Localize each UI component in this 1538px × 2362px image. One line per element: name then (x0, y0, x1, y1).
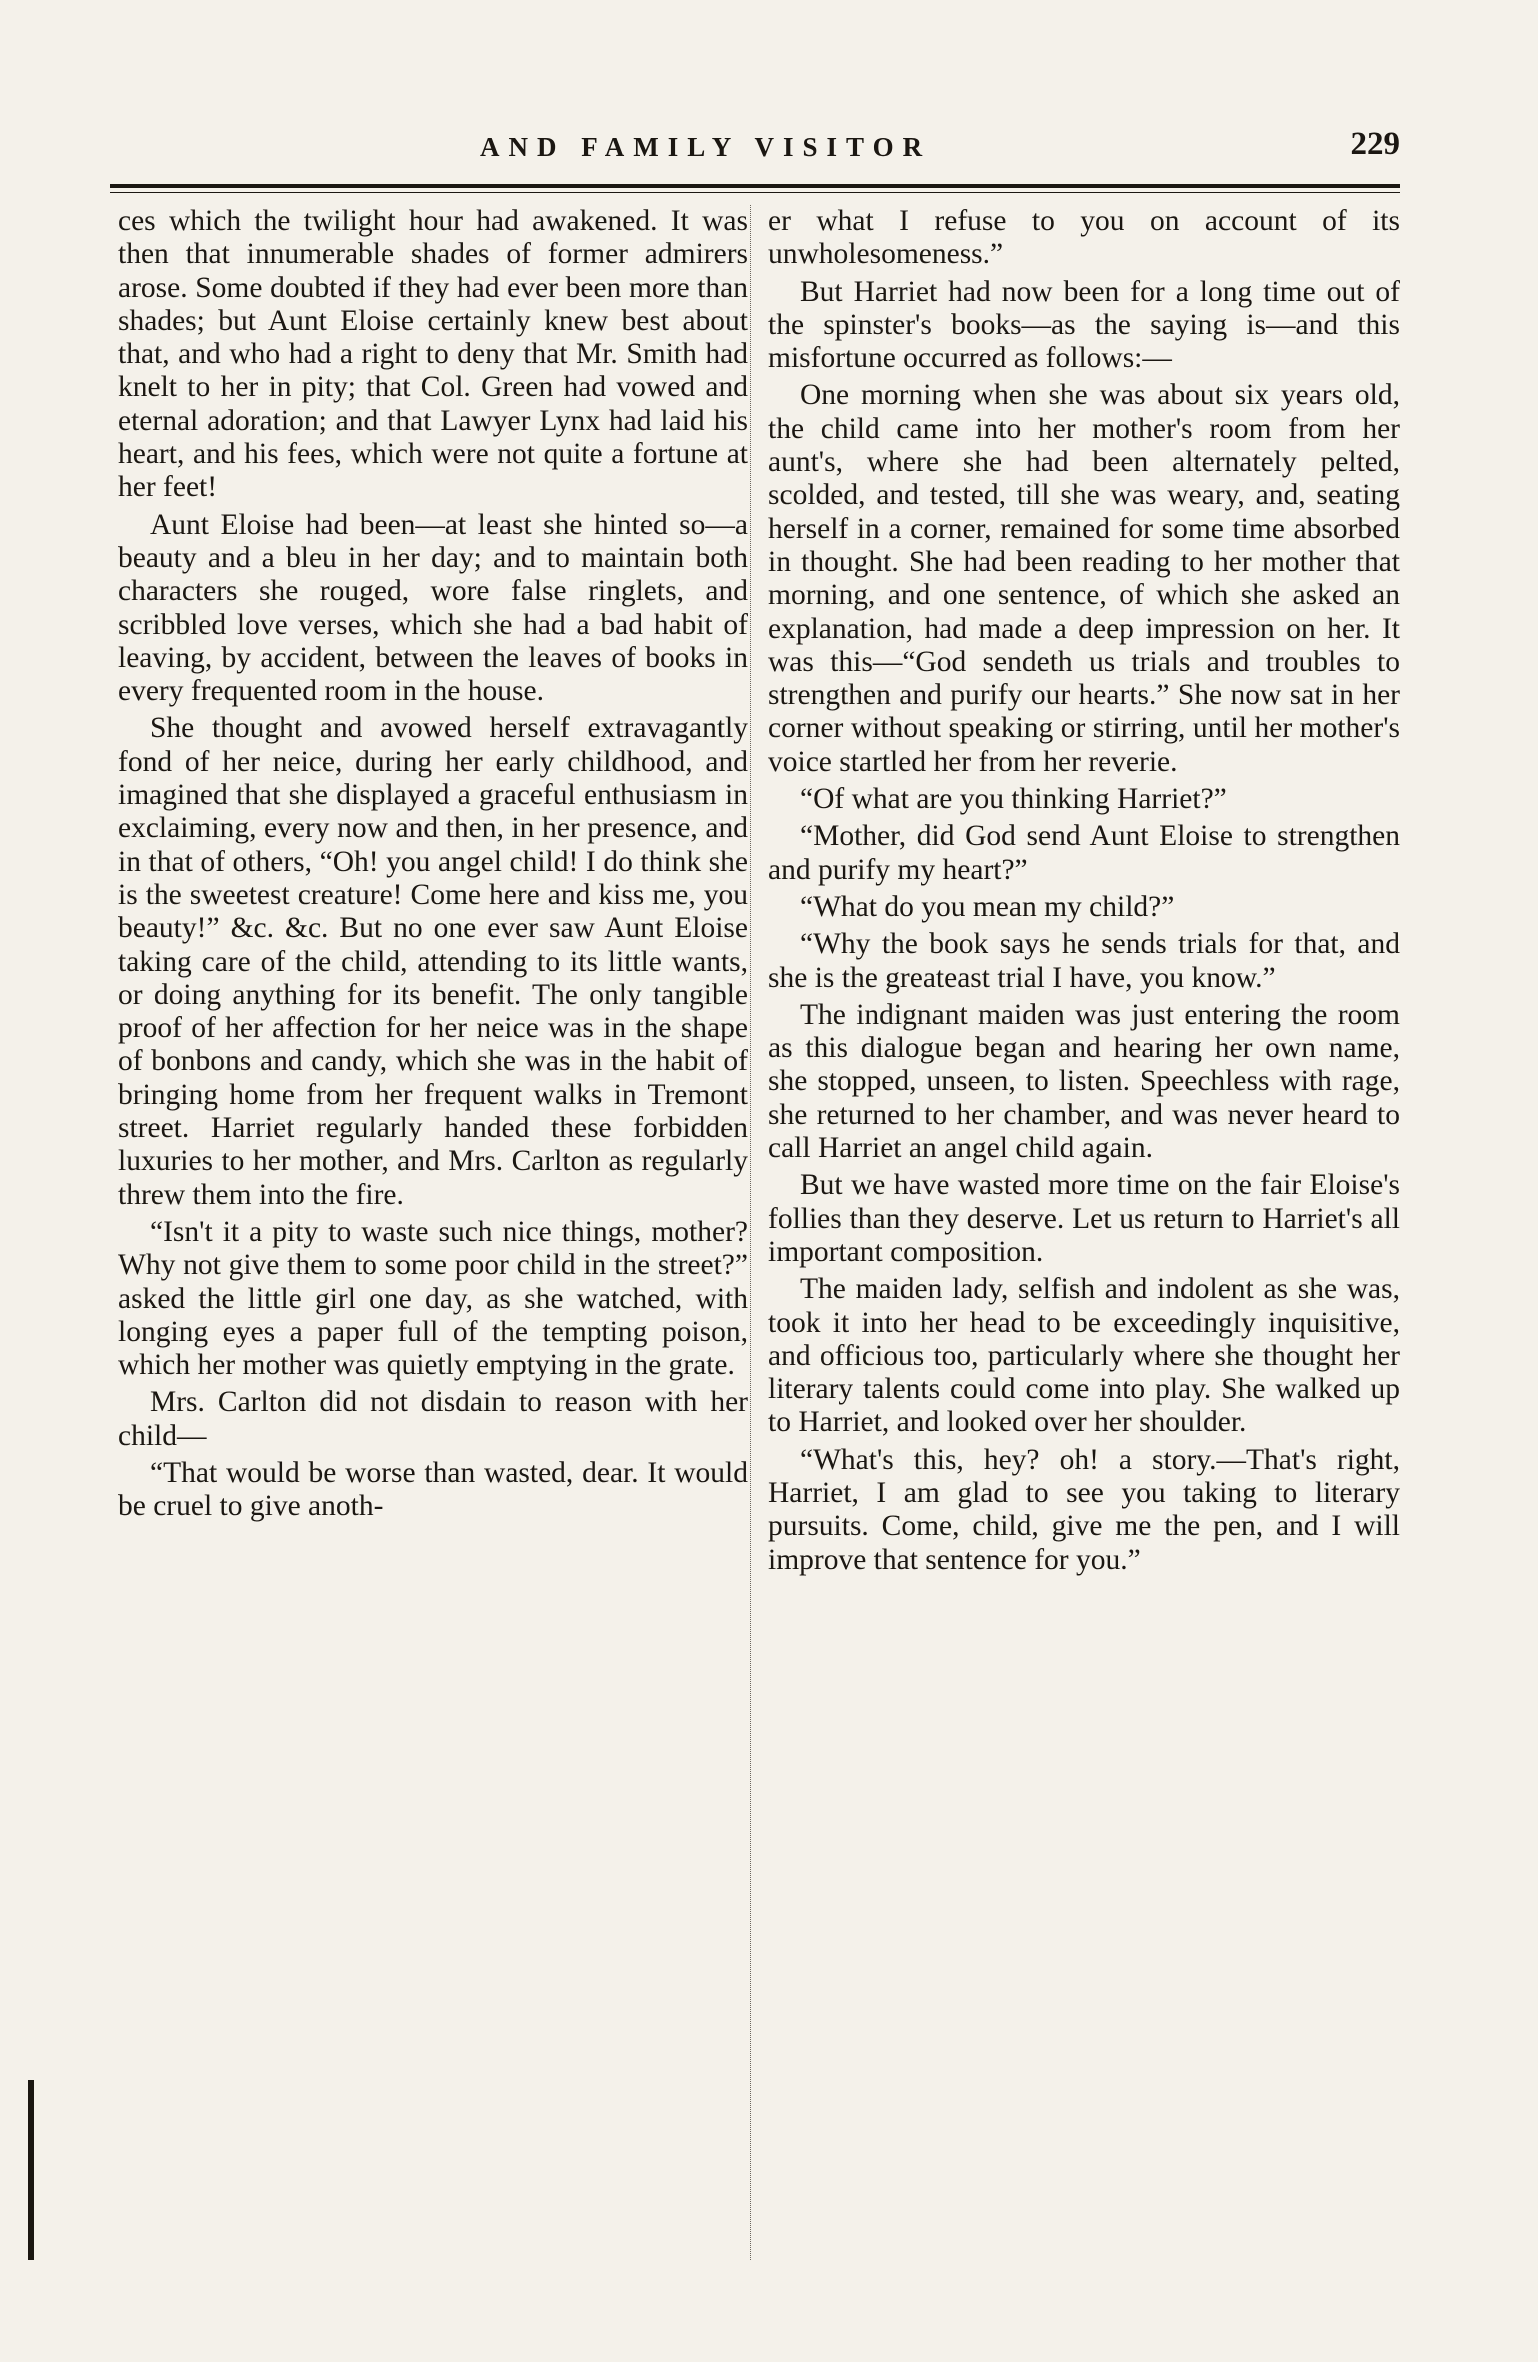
paragraph: “Isn't it a pity to waste such nice things, mother? Why not give them to some poor child in the street?” asked the little girl one day, as she watched, with longing eyes a paper full of the tempting poison, which her mother was quietly emptying in the grate. (118, 1215, 748, 1382)
paragraph: But Harriet had now been for a long time out of the spinster's books—as the saying is—and this misfortune occurred as follows:— (768, 275, 1400, 375)
left-column (118, 205, 748, 1528)
paragraph: “What's this, hey? oh! a story.—That's right, Harriet, I am glad to see you taking to literary pursuits. Come, child, give me the pen, and I will improve that sentence for you.” (768, 1443, 1400, 1576)
paragraph: “Of what are you thinking Harriet?” (800, 783, 1227, 816)
page-number: 229 (1350, 126, 1400, 162)
paragraph: “That would be worse than wasted, dear. It would be cruel to give anoth- (118, 1456, 748, 1523)
binding-edge-mark (28, 2080, 34, 2260)
paragraph: She thought and avowed herself extravagantly fond of her neice, during her early childhood, and imagined that she displayed a graceful enthusiasm in exclaiming, every now and then, in her presence, and in that of others, “Oh! you angel child! I do think she is the sweetest creature! Come here and kiss me, you beauty!” &c. &c. But no one ever saw Aunt Eloise taking care of the child, attending to its little wants, or doing anything for its benefit. The only tangible proof of her affection for her neice was in the shape of bonbons and candy, which she was in the habit of bringing home from her frequent walks in Tremont street. Harriet regularly handed these forbidden luxuries to her mother, and Mrs. Carlton as regularly threw them into the fire. (118, 712, 748, 1211)
paragraph: One morning when she was about six years old, the child came into her mother's room from her aunt's, where she had been alternately pelted, scolded, and tested, till she was weary, and, seating herself in a corner, remained for some time absorbed in thought. She had been reading to her mother that morning, and one sentence, of which she asked an explanation, had made a deep impression on her. It was this—“God sendeth us trials and troubles to strengthen and purify our hearts.” She now sat in her corner without speaking or stirring, until her mother's voice startled her from her reverie. (768, 379, 1400, 778)
column-divider (750, 205, 751, 2260)
paragraph: But we have wasted more time on the fair Eloise's follies than they deserve. Let us return to Harriet's all important composition. (768, 1169, 1400, 1268)
paragraph: The maiden lady, selfish and indolent as she was, took it into her head to be exceedingly inquisitive, and officious too, particularly where she thought her literary talents could come into play. She walked up to Harriet, and looked over her shoulder. (768, 1273, 1400, 1439)
right-column (768, 205, 1400, 1581)
paragraph: ces which the twilight hour had awakened. It was then that innumerable shades of former admirers arose. Some doubted if they had ever been more than shades; but Aunt Eloise certainly knew best about that, and who had a right to deny that Mr. Smith had knelt to her in pity; that Col. Green had vowed and eternal adoration; and that Lawyer Lynx had laid his heart, and his fees, which were not quite a fortune at her feet! (118, 205, 748, 504)
paragraph: “Mother, did God send Aunt Eloise to strengthen and purify my heart?” (768, 820, 1400, 886)
running-head (110, 126, 1400, 172)
paragraph: Aunt Eloise had been—at least she hinted so—a beauty and a bleu in her day; and to maintain both characters she rouged, wore false ringlets, and scribbled love verses, which she had a bad habit of leaving, by accident, between the leaves of books in every frequented room in the house. (118, 508, 748, 708)
paragraph: Mrs. Carlton did not disdain to reason with her child— (118, 1386, 748, 1452)
paragraph: “What do you mean my child?” (800, 890, 1175, 923)
paragraph: The indignant maiden was just entering the room as this dialogue began and hearing her own name, she stopped, unseen, to listen. Speechless with rage, she returned to her chamber, and was never heard to call Harriet an angel child again. (768, 998, 1400, 1165)
header-rule (110, 184, 1400, 188)
paragraph: er what I refuse to you on account of its unwholesomeness.” (768, 205, 1400, 271)
header-rule-thin (110, 192, 1400, 193)
running-title: AND FAMILY VISITOR (480, 132, 932, 162)
paragraph: “Why the book says he sends trials for that, and she is the greateast trial I have, you know.” (768, 928, 1400, 994)
